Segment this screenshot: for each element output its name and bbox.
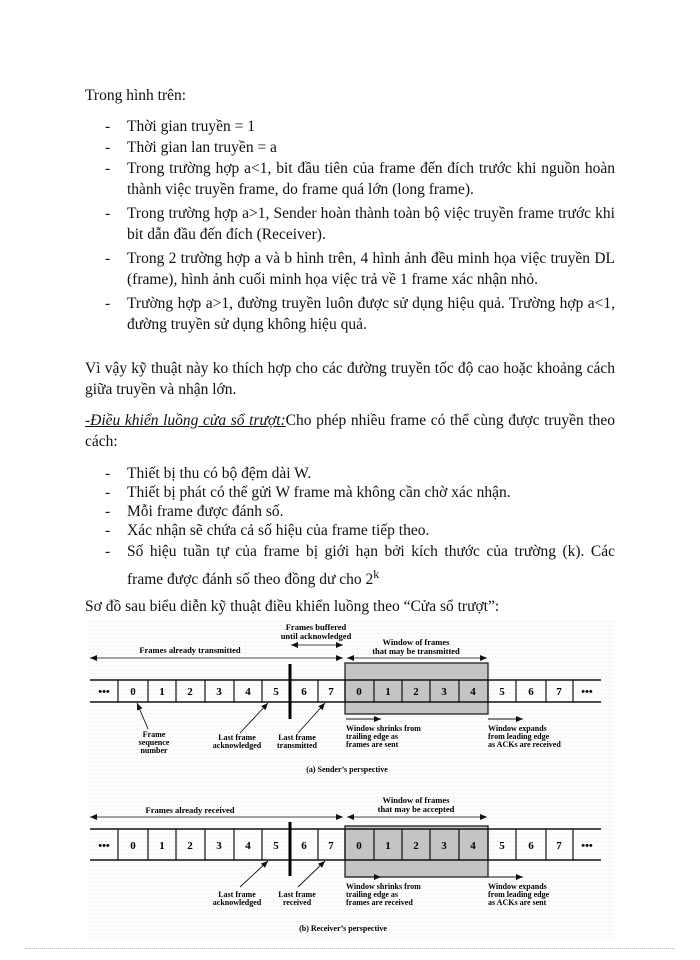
- label-last-rx: received: [282, 898, 312, 907]
- label-seq: sequence: [138, 738, 170, 747]
- label-last-ack: acknowledged: [212, 741, 262, 750]
- cell: 7: [556, 840, 562, 852]
- cell: 4: [245, 686, 251, 698]
- bullet-dash: -: [105, 503, 111, 520]
- bullet-dash: -: [105, 139, 111, 156]
- label-expands: Window expands: [488, 882, 547, 891]
- bullet-dash: -: [105, 160, 111, 177]
- label-shrinks: frames are received: [346, 898, 413, 907]
- window-cell: 3: [441, 840, 447, 852]
- intro-paragraph: Trong hình trên:: [85, 87, 187, 104]
- superscript-k: k: [373, 567, 380, 581]
- cell: 3: [216, 686, 222, 698]
- window-cell: 3: [441, 686, 447, 698]
- list-item-text: Thiết bị phát có thể gửi W frame mà không cần chờ xác nhận.: [127, 484, 511, 501]
- cell: 6: [528, 840, 534, 852]
- cell: 7: [328, 686, 334, 698]
- window-cell: 1: [385, 686, 391, 698]
- window-cell: 4: [470, 686, 476, 698]
- cell: 0: [130, 686, 136, 698]
- cell: 5: [499, 840, 505, 852]
- label-shrinks: frames are sent: [346, 740, 399, 749]
- cell: 1: [159, 840, 165, 852]
- cell-ellipsis: •••: [98, 840, 110, 852]
- label-expands: Window expands: [488, 724, 547, 733]
- conclusion-paragraph: Vì vậy kỹ thuật này ko thích hợp cho các đường truyền tốc độ cao hoặc khoảng cách giữa truyền và nhận lớn.: [85, 360, 615, 398]
- bullet-dash: -: [105, 522, 111, 539]
- section-text: Cho phép nhiều frame có thể cùng được truyền theo cách:: [85, 412, 616, 450]
- label-expands: as ACKs are received: [488, 740, 561, 749]
- list-item-text: Xác nhận sẽ chứa cả số hiệu của frame tiếp theo.: [127, 522, 430, 539]
- cell: 4: [245, 840, 251, 852]
- sender-caption: (a) Sender’s perspective: [306, 765, 388, 774]
- label-last-tx: Last frame: [278, 733, 316, 742]
- bullet-dash: -: [105, 205, 111, 222]
- label-buffered: Frames buffered: [285, 622, 347, 632]
- section-heading: -Điều khiển luồng cửa sổ trượt:: [85, 412, 286, 429]
- label-window: that may be accepted: [377, 804, 455, 814]
- bullet-dash: -: [105, 543, 111, 560]
- cell: 6: [528, 686, 534, 698]
- list-item-text: Thời gian lan truyền = a: [127, 139, 277, 156]
- bullet-dash: -: [105, 484, 111, 501]
- label-last-ack: acknowledged: [212, 898, 262, 907]
- cell: 1: [159, 686, 165, 698]
- cell: 3: [216, 840, 222, 852]
- label-shrinks: trailing edge as: [346, 890, 398, 899]
- list-item-text: Trường hợp a>1, đường truyền luôn được sử dụng hiệu quả. Trường hợp a<1, đường truyền sử dụng không hiệu quả.: [127, 295, 615, 333]
- label-last-ack: Last frame: [218, 890, 256, 899]
- cell: 2: [187, 686, 193, 698]
- label-buffered: until acknowledged: [280, 631, 352, 641]
- bullet-dash: -: [105, 295, 111, 312]
- diagram-intro: Sơ đồ sau biểu diễn kỹ thuật điều khiển luồng theo “Cửa sổ trượt”:: [85, 598, 500, 615]
- label-received: Frames already received: [145, 805, 235, 815]
- label-transmitted: Frames already transmitted: [139, 645, 241, 655]
- cell: 7: [328, 840, 334, 852]
- bullet-dash: -: [105, 250, 111, 267]
- list-item-text: Số hiệu tuần tự của frame bị giới hạn bởi kích thước của trường (k). Các frame được đánh số theo đồng dư cho 2: [127, 543, 615, 588]
- receiver-caption: (b) Receiver’s perspective: [299, 924, 387, 933]
- label-last-ack: Last frame: [218, 733, 256, 742]
- label-shrinks: Window shrinks from: [346, 724, 421, 733]
- label-expands: as ACKs are sent: [488, 898, 547, 907]
- window-cell: 1: [385, 840, 391, 852]
- cell: 5: [499, 686, 505, 698]
- label-shrinks: Window shrinks from: [346, 882, 421, 891]
- cell: 6: [301, 840, 307, 852]
- cell: 6: [301, 686, 307, 698]
- page-bottom-rule: [25, 948, 675, 949]
- cell: 2: [187, 840, 193, 852]
- window-cell: 4: [470, 840, 476, 852]
- label-seq: Frame: [142, 730, 166, 739]
- cell-ellipsis: •••: [581, 686, 593, 698]
- cell: 5: [273, 686, 279, 698]
- window-cell: 0: [356, 840, 362, 852]
- list-item-text: Mỗi frame được đánh số.: [127, 503, 284, 520]
- list-item-text: Thời gian truyền = 1: [127, 118, 255, 135]
- label-shrinks: trailing edge as: [346, 732, 398, 741]
- cell-ellipsis: •••: [581, 840, 593, 852]
- list-item-text: Trong 2 trường hợp a và b hình trên, 4 hình ảnh đều minh họa việc truyền DL (frame), hình ảnh cuối minh họa việc trả về 1 frame xác nhận nhỏ.: [127, 250, 615, 288]
- window-cell: 2: [413, 686, 419, 698]
- label-window: Window of frames: [382, 795, 450, 805]
- cell: 0: [130, 840, 136, 852]
- list-item-text: Trong trường hợp a>1, Sender hoàn thành toàn bộ việc truyền frame trước khi bit dẫn đầu đến đích (Receiver).: [127, 205, 615, 243]
- window-cell: 0: [356, 686, 362, 698]
- list-item-text: Trong trường hợp a<1, bit đầu tiên của frame đến đích trước khi nguồn hoàn thành việc truyền frame, do frame quá lớn (long frame).: [127, 160, 615, 198]
- window-cell: 2: [413, 840, 419, 852]
- cell-ellipsis: •••: [98, 686, 110, 698]
- cell: 7: [556, 686, 562, 698]
- cell: 5: [273, 840, 279, 852]
- label-last-rx: Last frame: [278, 890, 316, 899]
- bullet-dash: -: [105, 118, 111, 135]
- label-last-tx: transmitted: [277, 741, 317, 750]
- bullet-dash: -: [105, 465, 111, 482]
- label-expands: from leading edge: [488, 732, 550, 741]
- label-window: Window of frames: [382, 637, 450, 647]
- label-expands: from leading edge: [488, 890, 550, 899]
- label-window: that may be transmitted: [372, 646, 460, 656]
- list-item-text: Thiết bị thu có bộ đệm dài W.: [127, 465, 312, 482]
- label-seq: number: [140, 746, 168, 755]
